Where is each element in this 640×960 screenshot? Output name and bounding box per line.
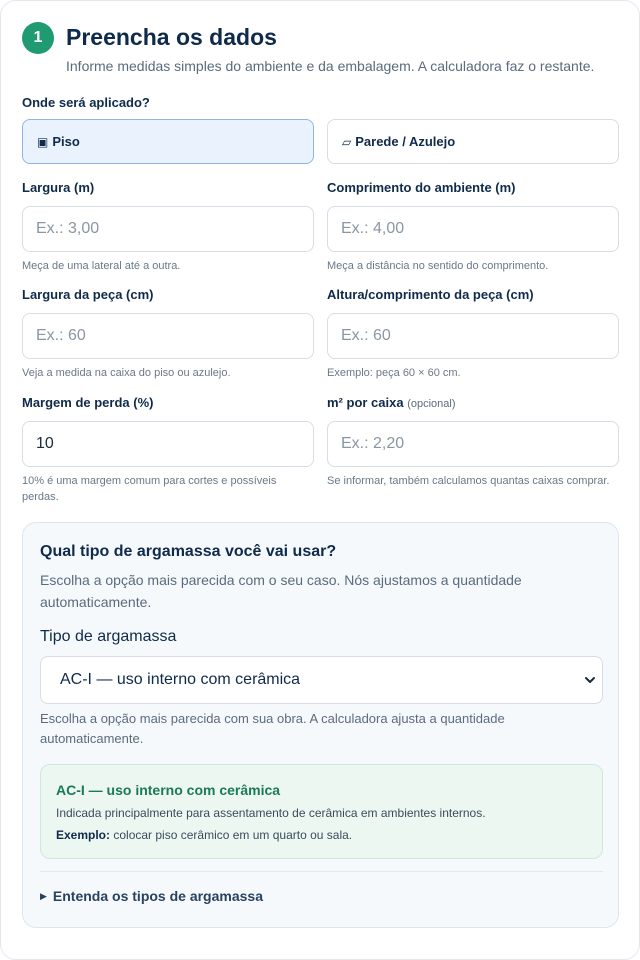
optional-tag: (opcional)	[407, 398, 456, 410]
altura-peca-label: Altura/comprimento da peça (cm)	[327, 287, 534, 302]
comprimento-label: Comprimento do ambiente (m)	[327, 180, 516, 195]
option-piso-label: Piso	[52, 134, 80, 149]
mortar-title: Qual tipo de argamassa você vai usar?	[40, 543, 337, 560]
margem-label: Margem de perda (%)	[22, 395, 154, 410]
mortar-info-example	[56, 828, 352, 842]
wall-icon: ▱	[342, 134, 352, 149]
altura-peca-input[interactable]	[327, 313, 619, 359]
example-label: Exemplo:	[56, 828, 111, 842]
mortar-info-box	[40, 764, 603, 859]
field-m2-caixa	[327, 395, 619, 487]
mortar-info-title: AC-I — uso interno com cerâmica	[56, 782, 281, 798]
mortar-select-label: Tipo de argamassa	[40, 628, 177, 645]
example-text: colocar piso cerâmico em um quarto ou sala.	[113, 828, 353, 842]
mortar-details-label: Entenda os tipos de argamassa	[52, 888, 263, 904]
option-piso-button[interactable]	[22, 119, 314, 164]
step-badge: 1	[22, 22, 54, 54]
field-altura-peca	[327, 287, 619, 379]
floor-icon: ▣	[37, 134, 49, 149]
mortar-info-description: Indicada principalmente para assentamento de cerâmica em ambientes internos.	[56, 806, 486, 820]
mortar-selected-value: AC-I — uso interno com cerâmica	[60, 671, 301, 688]
largura-label: Largura (m)	[22, 180, 95, 195]
application-label: Onde será aplicado?	[22, 95, 150, 110]
field-margem	[22, 395, 314, 503]
page-subtitle: Informe medidas simples do ambiente e da embalagem. A calculadora faz o restante.	[66, 58, 595, 74]
margem-hint: 10% é uma margem comum para cortes e possíveis perdas.	[22, 475, 277, 503]
mortar-description: Escolha a opção mais parecida com o seu caso. Nós ajustamos a quantidade automaticamente.	[40, 572, 522, 610]
m2-caixa-label-text: m² por caixa	[327, 395, 404, 410]
option-parede-button[interactable]	[327, 119, 619, 164]
largura-input[interactable]	[22, 206, 314, 252]
largura-peca-input[interactable]	[22, 313, 314, 359]
field-largura-peca	[22, 287, 314, 379]
mortar-type-select[interactable]	[40, 656, 603, 704]
page-title: Preencha os dados	[66, 24, 277, 50]
m2-caixa-label	[327, 395, 619, 410]
chevron-down-icon	[582, 672, 598, 688]
mortar-hint: Escolha a opção mais parecida com sua obra. A calculadora ajusta a quantidade automaticamente.	[40, 711, 505, 746]
largura-peca-hint: Veja a medida na caixa do piso ou azulejo.	[22, 367, 231, 379]
margem-input[interactable]	[22, 421, 314, 467]
field-largura	[22, 180, 314, 272]
comprimento-hint: Meça a distância no sentido do comprimento.	[327, 260, 549, 272]
comprimento-input[interactable]	[327, 206, 619, 252]
mortar-section	[22, 522, 619, 928]
altura-peca-hint: Exemplo: peça 60 × 60 cm.	[327, 367, 461, 379]
divider	[40, 871, 603, 872]
disclosure-triangle-icon: ▶	[40, 890, 47, 901]
mortar-details-toggle[interactable]	[40, 888, 263, 904]
m2-caixa-input[interactable]	[327, 421, 619, 467]
field-comprimento	[327, 180, 619, 272]
largura-hint: Meça de uma lateral até a outra.	[22, 260, 181, 272]
m2-caixa-hint: Se informar, também calculamos quantas caixas comprar.	[327, 475, 610, 487]
largura-peca-label: Largura da peça (cm)	[22, 287, 154, 302]
option-parede-label: Parede / Azulejo	[355, 134, 456, 149]
